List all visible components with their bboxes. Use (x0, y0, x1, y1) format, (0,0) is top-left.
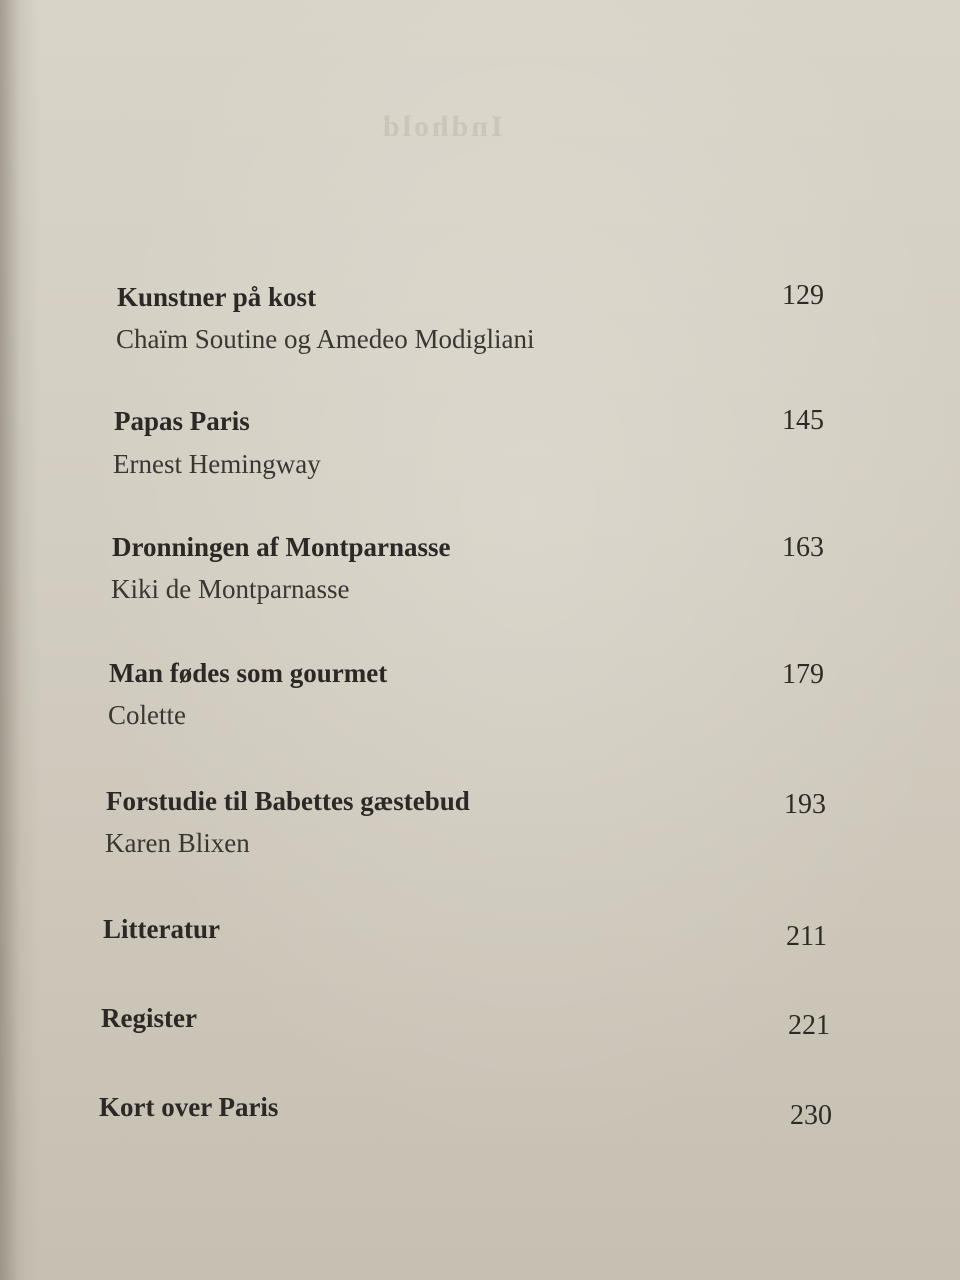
toc-entry-page: 163 (782, 532, 824, 563)
binding-shadow (0, 0, 40, 1280)
toc-entry-page: 179 (782, 659, 824, 690)
toc-entry-page: 221 (788, 1010, 830, 1041)
toc-entry-title: Kunstner på kost (117, 282, 317, 312)
show-through-heading: Indhold (380, 110, 503, 143)
toc-entry-page: 129 (782, 280, 824, 311)
toc-entry-title: Papas Paris (114, 406, 250, 436)
toc-entry-title: Man fødes som gourmet (109, 658, 388, 688)
toc-entry-title: Kort over Paris (99, 1092, 279, 1122)
toc-entry-page: 230 (790, 1100, 832, 1131)
toc-entry-title: Litteratur (103, 914, 220, 944)
toc-entry-page: 211 (786, 921, 827, 952)
toc-entry-title: Forstudie til Babettes gæstebud (106, 786, 470, 816)
toc-entry-page: 145 (782, 405, 824, 436)
toc-entry-subtitle: Colette (108, 700, 186, 730)
toc-entry-title: Dronningen af Montparnasse (112, 532, 451, 562)
toc-entry-subtitle: Karen Blixen (105, 828, 250, 858)
toc-entry-subtitle: Chaïm Soutine og Amedeo Modigliani (116, 324, 535, 354)
toc-entry-subtitle: Ernest Hemingway (113, 449, 321, 479)
toc-entry-page: 193 (784, 789, 826, 820)
toc-entry-title: Register (101, 1003, 197, 1033)
toc-entry-subtitle: Kiki de Montparnasse (111, 574, 350, 604)
